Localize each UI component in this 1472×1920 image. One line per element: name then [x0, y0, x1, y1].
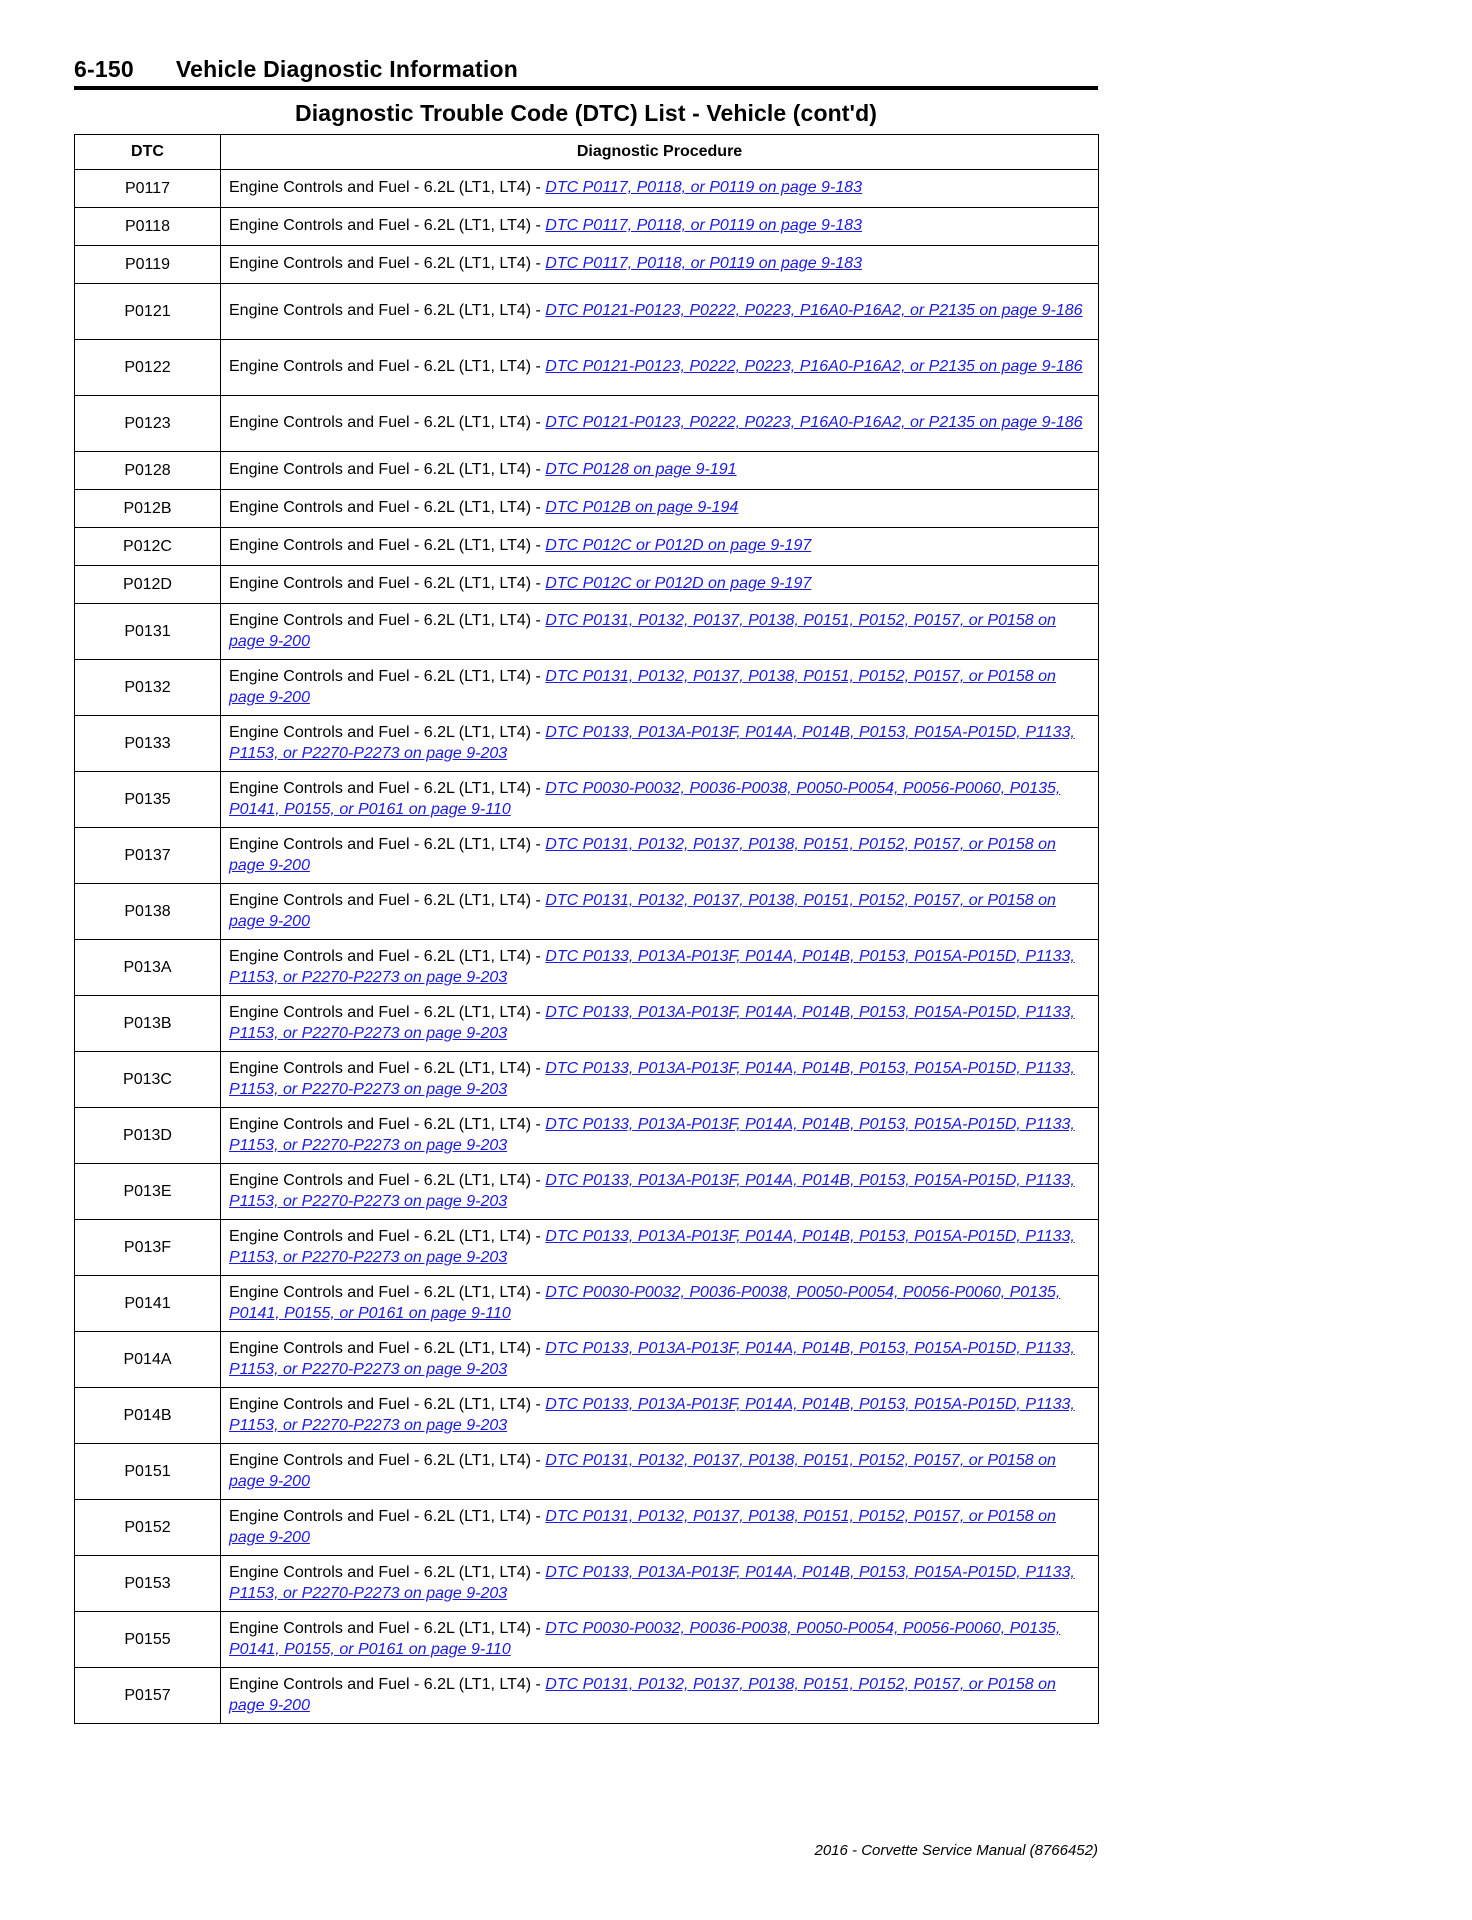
table-row: [75, 490, 1099, 528]
dtc-code-cell: P013E: [75, 1164, 221, 1220]
procedure-description: Engine Controls and Fuel - 6.2L (LT1, LT4) -: [229, 461, 546, 479]
table-row: [75, 1220, 1099, 1276]
dtc-code-cell: P014A: [75, 1332, 221, 1388]
procedure-cross-reference-link[interactable]: DTC P0030-P0032, P0036-P0038, P0050-P0054, P0056-P0060, P0135, P0141, P0155, or P0161 on page 9-110: [229, 1284, 1061, 1322]
procedure-description: Engine Controls and Fuel - 6.2L (LT1, LT4) -: [229, 1564, 546, 1582]
dtc-code-cell: P013D: [75, 1108, 221, 1164]
table-header-row: [75, 135, 1099, 170]
procedure-cross-reference-link[interactable]: DTC P0030-P0032, P0036-P0038, P0050-P0054, P0056-P0060, P0135, P0141, P0155, or P0161 on page 9-110: [229, 780, 1061, 818]
running-head: [74, 56, 1094, 83]
diagnostic-procedure-cell: [221, 1612, 1099, 1668]
procedure-description: Engine Controls and Fuel - 6.2L (LT1, LT4) -: [229, 302, 546, 320]
procedure-description: Engine Controls and Fuel - 6.2L (LT1, LT4) -: [229, 1004, 546, 1022]
diagnostic-procedure-cell: [221, 284, 1099, 340]
diagnostic-procedure-cell: [221, 940, 1099, 996]
procedure-description: Engine Controls and Fuel - 6.2L (LT1, LT4) -: [229, 724, 546, 742]
procedure-cross-reference-link[interactable]: DTC P012B on page 9-194: [545, 499, 739, 517]
table-row: [75, 884, 1099, 940]
procedure-cross-reference-link[interactable]: DTC P0133, P013A-P013F, P014A, P014B, P0153, P015A-P015D, P1133, P1153, or P2270-P2273 on page 9-203: [229, 1116, 1075, 1154]
diagnostic-procedure-cell: [221, 1556, 1099, 1612]
table-row: [75, 1052, 1099, 1108]
dtc-code-cell: P012C: [75, 528, 221, 566]
dtc-code-cell: P0153: [75, 1556, 221, 1612]
procedure-cross-reference-link[interactable]: DTC P0133, P013A-P013F, P014A, P014B, P0153, P015A-P015D, P1133, P1153, or P2270-P2273 on page 9-203: [229, 1228, 1075, 1266]
procedure-description: Engine Controls and Fuel - 6.2L (LT1, LT4) -: [229, 1452, 546, 1470]
procedure-cross-reference-link[interactable]: DTC P0117, P0118, or P0119 on page 9-183: [545, 217, 862, 235]
procedure-description: Engine Controls and Fuel - 6.2L (LT1, LT4) -: [229, 1396, 546, 1414]
procedure-cross-reference-link[interactable]: DTC P0133, P013A-P013F, P014A, P014B, P0153, P015A-P015D, P1133, P1153, or P2270-P2273 on page 9-203: [229, 1172, 1075, 1210]
procedure-cross-reference-link[interactable]: DTC P0133, P013A-P013F, P014A, P014B, P0153, P015A-P015D, P1133, P1153, or P2270-P2273 on page 9-203: [229, 1004, 1075, 1042]
diagnostic-procedure-cell: [221, 528, 1099, 566]
procedure-description: Engine Controls and Fuel - 6.2L (LT1, LT4) -: [229, 612, 546, 630]
procedure-cross-reference-link[interactable]: DTC P0133, P013A-P013F, P014A, P014B, P0153, P015A-P015D, P1133, P1153, or P2270-P2273 on page 9-203: [229, 1396, 1075, 1434]
table-row: [75, 566, 1099, 604]
diagnostic-procedure-cell: [221, 340, 1099, 396]
diagnostic-procedure-cell: [221, 716, 1099, 772]
procedure-description: Engine Controls and Fuel - 6.2L (LT1, LT4) -: [229, 179, 546, 197]
procedure-cross-reference-link[interactable]: DTC P0121-P0123, P0222, P0223, P16A0-P16A2, or P2135 on page 9-186: [545, 414, 1083, 432]
table-row: [75, 208, 1099, 246]
procedure-description: Engine Controls and Fuel - 6.2L (LT1, LT4) -: [229, 1620, 546, 1638]
procedure-description: Engine Controls and Fuel - 6.2L (LT1, LT4) -: [229, 1116, 546, 1134]
procedure-cross-reference-link[interactable]: DTC P0131, P0132, P0137, P0138, P0151, P0152, P0157, or P0158 on page 9-200: [229, 668, 1056, 706]
diagnostic-procedure-cell: [221, 208, 1099, 246]
table-row: [75, 828, 1099, 884]
dtc-code-cell: P0131: [75, 604, 221, 660]
procedure-description: Engine Controls and Fuel - 6.2L (LT1, LT4) -: [229, 1508, 546, 1526]
procedure-cross-reference-link[interactable]: DTC P0131, P0132, P0137, P0138, P0151, P0152, P0157, or P0158 on page 9-200: [229, 836, 1056, 874]
diagnostic-procedure-cell: [221, 246, 1099, 284]
dtc-code-cell: P0152: [75, 1500, 221, 1556]
diagnostic-procedure-cell: [221, 1276, 1099, 1332]
procedure-description: Engine Controls and Fuel - 6.2L (LT1, LT4) -: [229, 892, 546, 910]
dtc-code-cell: P0119: [75, 246, 221, 284]
procedure-description: Engine Controls and Fuel - 6.2L (LT1, LT4) -: [229, 358, 546, 376]
table-header: [75, 135, 1099, 170]
table-row: [75, 996, 1099, 1052]
dtc-code-cell: P013B: [75, 996, 221, 1052]
diagnostic-procedure-cell: [221, 1052, 1099, 1108]
table-row: [75, 1556, 1099, 1612]
procedure-description: Engine Controls and Fuel - 6.2L (LT1, LT4) -: [229, 217, 546, 235]
dtc-code-cell: P0117: [75, 170, 221, 208]
dtc-code-cell: P0135: [75, 772, 221, 828]
page-footer: 2016 - Corvette Service Manual (8766452): [814, 1842, 1098, 1859]
section-title: Vehicle Diagnostic Information: [175, 56, 518, 82]
procedure-description: Engine Controls and Fuel - 6.2L (LT1, LT4) -: [229, 1060, 546, 1078]
procedure-description: Engine Controls and Fuel - 6.2L (LT1, LT4) -: [229, 414, 546, 432]
procedure-description: Engine Controls and Fuel - 6.2L (LT1, LT4) -: [229, 836, 546, 854]
dtc-code-cell: P0132: [75, 660, 221, 716]
dtc-code-cell: P012B: [75, 490, 221, 528]
procedure-cross-reference-link[interactable]: DTC P012C or P012D on page 9-197: [545, 575, 812, 593]
table-row: [75, 396, 1099, 452]
dtc-code-cell: P0123: [75, 396, 221, 452]
procedure-cross-reference-link[interactable]: DTC P0121-P0123, P0222, P0223, P16A0-P16A2, or P2135 on page 9-186: [545, 302, 1083, 320]
table-row: [75, 1108, 1099, 1164]
procedure-cross-reference-link[interactable]: DTC P0133, P013A-P013F, P014A, P014B, P0153, P015A-P015D, P1133, P1153, or P2270-P2273 on page 9-203: [229, 724, 1075, 762]
dtc-code-cell: P014B: [75, 1388, 221, 1444]
dtc-code-cell: P0137: [75, 828, 221, 884]
page-title: Diagnostic Trouble Code (DTC) List - Vehicle (cont'd): [295, 100, 877, 126]
dtc-code-cell: P0121: [75, 284, 221, 340]
procedure-description: Engine Controls and Fuel - 6.2L (LT1, LT4) -: [229, 1676, 546, 1694]
procedure-cross-reference-link[interactable]: DTC P0133, P013A-P013F, P014A, P014B, P0153, P015A-P015D, P1133, P1153, or P2270-P2273 on page 9-203: [229, 948, 1075, 986]
table-row: [75, 716, 1099, 772]
diagnostic-procedure-cell: [221, 884, 1099, 940]
table-row: [75, 1500, 1099, 1556]
diagnostic-procedure-cell: [221, 660, 1099, 716]
diagnostic-procedure-cell: [221, 1668, 1099, 1724]
procedure-cross-reference-link[interactable]: DTC P0030-P0032, P0036-P0038, P0050-P0054, P0056-P0060, P0135, P0141, P0155, or P0161 on page 9-110: [229, 1620, 1061, 1658]
diagnostic-procedure-cell: [221, 452, 1099, 490]
dtc-code-cell: P0138: [75, 884, 221, 940]
procedure-cross-reference-link[interactable]: DTC P0133, P013A-P013F, P014A, P014B, P0153, P015A-P015D, P1133, P1153, or P2270-P2273 on page 9-203: [229, 1340, 1075, 1378]
table-row: [75, 528, 1099, 566]
table-row: [75, 1444, 1099, 1500]
dtc-code-cell: P0157: [75, 1668, 221, 1724]
header-divider: [74, 86, 1098, 90]
procedure-description: Engine Controls and Fuel - 6.2L (LT1, LT4) -: [229, 948, 546, 966]
procedure-cross-reference-link[interactable]: DTC P0117, P0118, or P0119 on page 9-183: [545, 255, 862, 273]
table-row: [75, 940, 1099, 996]
dtc-code-cell: P0133: [75, 716, 221, 772]
procedure-cross-reference-link[interactable]: DTC P0133, P013A-P013F, P014A, P014B, P0153, P015A-P015D, P1133, P1153, or P2270-P2273 on page 9-203: [229, 1060, 1075, 1098]
diagnostic-procedure-cell: [221, 1108, 1099, 1164]
procedure-description: Engine Controls and Fuel - 6.2L (LT1, LT4) -: [229, 499, 546, 517]
table-row: [75, 452, 1099, 490]
procedure-cross-reference-link[interactable]: DTC P0117, P0118, or P0119 on page 9-183: [545, 179, 862, 197]
column-header-dtc: DTC: [75, 135, 221, 170]
dtc-code-cell: P013A: [75, 940, 221, 996]
diagnostic-procedure-cell: [221, 1220, 1099, 1276]
table-body: [75, 170, 1099, 1724]
procedure-cross-reference-link[interactable]: DTC P012C or P012D on page 9-197: [545, 537, 812, 555]
table-row: [75, 772, 1099, 828]
dtc-code-cell: P012D: [75, 566, 221, 604]
dtc-code-cell: P0118: [75, 208, 221, 246]
procedure-cross-reference-link[interactable]: DTC P0128 on page 9-191: [545, 461, 737, 479]
diagnostic-procedure-cell: [221, 1500, 1099, 1556]
procedure-cross-reference-link[interactable]: DTC P0133, P013A-P013F, P014A, P014B, P0153, P015A-P015D, P1133, P1153, or P2270-P2273 on page 9-203: [229, 1564, 1075, 1602]
table-row: [75, 1332, 1099, 1388]
table-row: [75, 660, 1099, 716]
procedure-cross-reference-link[interactable]: DTC P0121-P0123, P0222, P0223, P16A0-P16A2, or P2135 on page 9-186: [545, 358, 1083, 376]
table-row: [75, 1164, 1099, 1220]
table-row: [75, 340, 1099, 396]
procedure-description: Engine Controls and Fuel - 6.2L (LT1, LT4) -: [229, 537, 546, 555]
table-row: [75, 1612, 1099, 1668]
procedure-cross-reference-link[interactable]: DTC P0131, P0132, P0137, P0138, P0151, P0152, P0157, or P0158 on page 9-200: [229, 1676, 1056, 1714]
procedure-cross-reference-link[interactable]: DTC P0131, P0132, P0137, P0138, P0151, P0152, P0157, or P0158 on page 9-200: [229, 892, 1056, 930]
table-row: [75, 1276, 1099, 1332]
diagnostic-procedure-cell: [221, 490, 1099, 528]
table-row: [75, 1388, 1099, 1444]
procedure-description: Engine Controls and Fuel - 6.2L (LT1, LT4) -: [229, 780, 546, 798]
diagnostic-procedure-cell: [221, 604, 1099, 660]
table-row: [75, 284, 1099, 340]
table-row: [75, 170, 1099, 208]
procedure-description: Engine Controls and Fuel - 6.2L (LT1, LT4) -: [229, 1228, 546, 1246]
diagnostic-procedure-cell: [221, 396, 1099, 452]
procedure-cross-reference-link[interactable]: DTC P0131, P0132, P0137, P0138, P0151, P0152, P0157, or P0158 on page 9-200: [229, 1452, 1056, 1490]
table-row: [75, 246, 1099, 284]
dtc-code-cell: P0155: [75, 1612, 221, 1668]
dtc-code-cell: P013F: [75, 1220, 221, 1276]
table-row: [75, 1668, 1099, 1724]
procedure-description: Engine Controls and Fuel - 6.2L (LT1, LT4) -: [229, 668, 546, 686]
dtc-code-cell: P013C: [75, 1052, 221, 1108]
diagnostic-procedure-cell: [221, 772, 1099, 828]
dtc-code-cell: P0151: [75, 1444, 221, 1500]
procedure-description: Engine Controls and Fuel - 6.2L (LT1, LT4) -: [229, 1172, 546, 1190]
page-number: 6-150: [74, 56, 134, 82]
diagnostic-procedure-cell: [221, 1164, 1099, 1220]
diagnostic-procedure-cell: [221, 996, 1099, 1052]
dtc-code-cell: P0141: [75, 1276, 221, 1332]
procedure-cross-reference-link[interactable]: DTC P0131, P0132, P0137, P0138, P0151, P0152, P0157, or P0158 on page 9-200: [229, 612, 1056, 650]
diagnostic-procedure-cell: [221, 1332, 1099, 1388]
diagnostic-procedure-cell: [221, 1444, 1099, 1500]
procedure-description: Engine Controls and Fuel - 6.2L (LT1, LT4) -: [229, 255, 546, 273]
dtc-code-cell: P0128: [75, 452, 221, 490]
dtc-code-cell: P0122: [75, 340, 221, 396]
table-row: [75, 604, 1099, 660]
procedure-description: Engine Controls and Fuel - 6.2L (LT1, LT4) -: [229, 1340, 546, 1358]
diagnostic-procedure-cell: [221, 1388, 1099, 1444]
column-header-diagnostic-procedure: Diagnostic Procedure: [221, 135, 1099, 170]
diagnostic-procedure-cell: [221, 566, 1099, 604]
diagnostic-procedure-cell: [221, 828, 1099, 884]
procedure-cross-reference-link[interactable]: DTC P0131, P0132, P0137, P0138, P0151, P0152, P0157, or P0158 on page 9-200: [229, 1508, 1056, 1546]
dtc-list-table: [74, 134, 1099, 1724]
procedure-description: Engine Controls and Fuel - 6.2L (LT1, LT4) -: [229, 1284, 546, 1302]
procedure-description: Engine Controls and Fuel - 6.2L (LT1, LT4) -: [229, 575, 546, 593]
diagnostic-procedure-cell: [221, 170, 1099, 208]
